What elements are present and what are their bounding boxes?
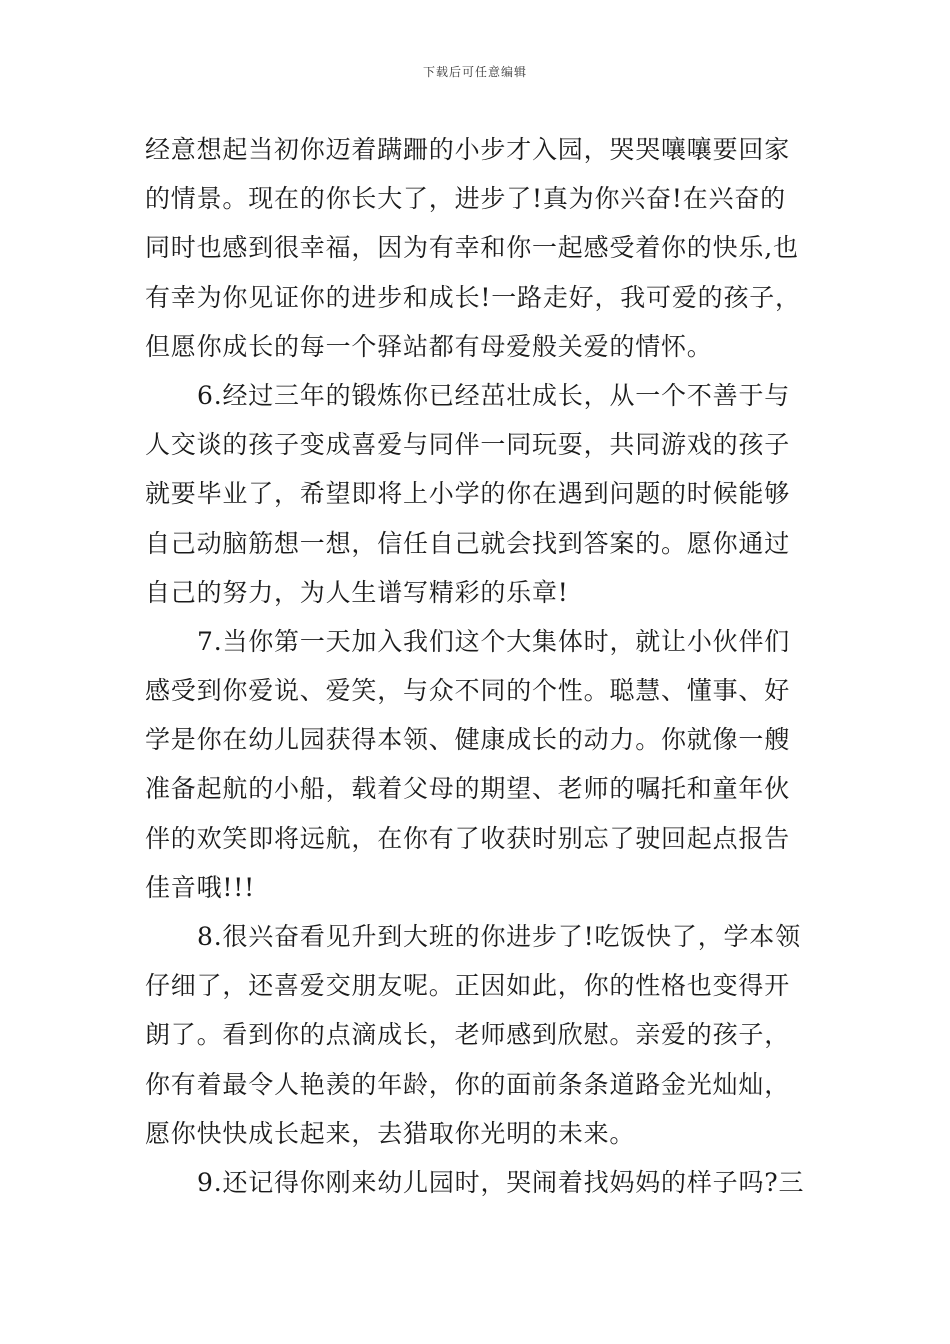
text-line: 学是你在幼儿园获得本领、健康成长的动力。你就像一艘: [145, 725, 791, 755]
page-header: 下载后可任意编辑: [422, 65, 527, 79]
text-line: 人交谈的孩子变成喜爱与同伴一同玩耍，共同游戏的孩子: [145, 430, 791, 460]
text-line: 6.经过三年的锻炼你已经茁壮成长，从一个不善于与: [197, 380, 791, 410]
text-line: 同时也感到很幸福，因为有幸和你一起感受着你的快乐,也: [145, 233, 799, 263]
text-line: 但愿你成长的每一个驿站都有母爱般关爱的情怀。: [145, 331, 713, 361]
paragraph-7: [145, 617, 810, 912]
text-line: 自己动脑筋想一想，信任自己就会找到答案的。愿你通过: [145, 528, 791, 558]
text-line: 8.很兴奋看见升到大班的你进步了!吃饭快了，学本领: [197, 922, 801, 951]
text-line: 7.当你第一天加入我们这个大集体时，就让小伙伴们: [197, 626, 791, 656]
paragraph-continuation: [145, 125, 810, 371]
text-line: 伴的欢笑即将远航，在你有了收获时别忘了驶回起点报告: [145, 823, 791, 853]
text-line: 的情景。现在的你长大了，进步了!真为你兴奋!在兴奋的: [145, 184, 786, 214]
text-line: 经意想起当初你迈着蹒跚的小步才入园，哭哭嚷嚷要回家: [145, 135, 791, 164]
text-line: 佳音哦!!!: [145, 872, 255, 902]
text-line: 你有着最令人艳羡的年龄，你的面前条条道路金光灿灿，: [145, 1069, 791, 1099]
paragraph-6: [145, 371, 810, 617]
text-line: 有幸为你见证你的进步和成长!一路走好，我可爱的孩子，: [145, 282, 801, 312]
paragraph-9: [145, 1158, 810, 1207]
text-line: 愿你快快成长起来，去猎取你光明的未来。: [145, 1118, 636, 1148]
text-line: 就要毕业了，希望即将上小学的你在遇到问题的时候能够: [145, 479, 791, 509]
text-line: 9.还记得你刚来幼儿园时，哭闹着找妈妈的样子吗?三: [197, 1167, 805, 1197]
text-line: 朗了。看到你的点滴成长，老师感到欣慰。亲爱的孩子，: [145, 1020, 791, 1050]
document-body: [145, 125, 810, 1207]
text-line: 自己的努力，为人生谱写精彩的乐章!: [145, 577, 569, 607]
text-line: 仔细了，还喜爱交朋友呢。正因如此，你的性格也变得开: [145, 971, 791, 1001]
text-line: 感受到你爱说、爱笑，与众不同的个性。聪慧、懂事、好: [145, 676, 791, 706]
paragraph-8: [145, 912, 810, 1158]
text-line: 准备起航的小船，载着父母的期望、老师的嘱托和童年伙: [145, 774, 791, 804]
